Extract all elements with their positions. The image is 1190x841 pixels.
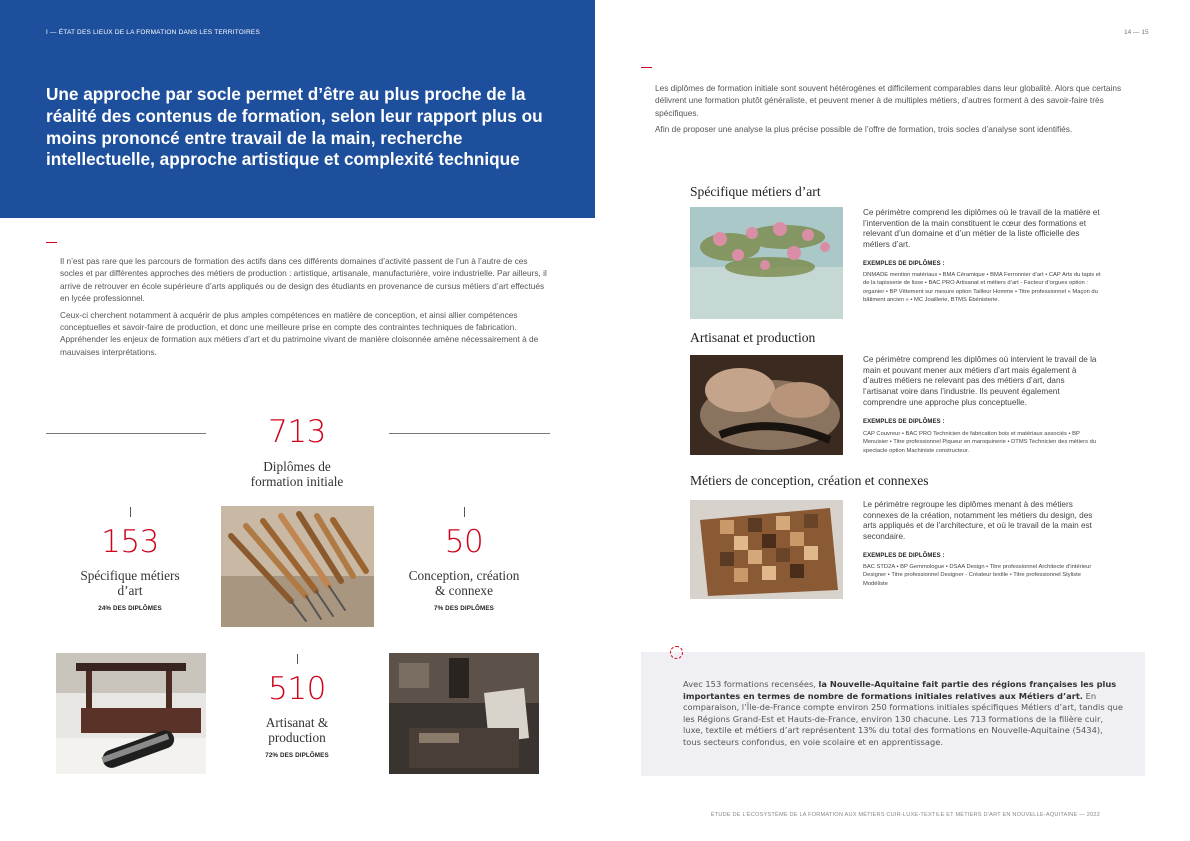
stat-conception-number: 50 (444, 524, 484, 560)
right-paragraph-2: Afin de proposer une analyse la plus précise possible de l’offre de formation, trois socles d’analyse sont identifiés. (655, 124, 1073, 135)
red-dash-divider (641, 67, 652, 68)
stat-tick (130, 507, 131, 517)
marquetry-photo (690, 500, 843, 599)
stat-artisanat-label: Artisanat & production (265, 715, 329, 745)
category-title-specific: Spécifique métiers d’art (690, 184, 821, 199)
stat-conception-pct: 7% DES DIPLÔMES (434, 605, 494, 612)
highlight-text: Avec 153 formations recensées, la Nouvelle-Aquitaine fait partie des régions françaises les plus importantes en termes de nombre de formations initiales relatives aux Métiers d’art. En comparaison, l’Île-de-France compte environ 250 formations initiales spécifiques Métiers d’art, tandis que les Régions Grand-Est et Hauts-de-France, environ 130 chacune. Les 713 formations de la filière cuir, luxe, textile et métiers d’art représentent 13% du total des formations en Nouvelle-Aquitaine (5434), tous secteurs confondus, en voie scolaire et en apprentissage. (683, 679, 1123, 747)
stat-artisanat-pct: 72% DES DIPLÔMES (265, 752, 329, 759)
category-desc-specific: Ce périmètre comprend les diplômes où le travail de la matière et l’intervention de la main constituent le cœur des formations et relevant d’un domaine et d’un métier de la liste officielle des métiers d’art. (863, 208, 1100, 250)
left-intro-text (60, 255, 548, 362)
examples-list-artisanat: CAP Couvreur • BAC PRO Technicien de fabrication bois et matériaux associés • BP Menuisier • Titre professionnel Piqueur en maroquinerie • DTMS Technicien des métiers du spectacle option Machiniste constructeur. (863, 431, 1097, 454)
stat-specific-number: 153 (101, 524, 159, 560)
category-desc-artisanat: Ce périmètre comprend les diplômes où intervient le travail de la main et pouvant mener aux métiers d’art mais également à d’autres métiers ne relevant pas des métiers d’art, dans l’artisanat voire dans l’industrie. Ils peuvent également comprendre une approche plus conceptuelle. (863, 355, 1097, 407)
examples-label: EXEMPLES DE DIPLÔMES : (863, 553, 945, 559)
embroidery-photo (690, 207, 843, 319)
examples-label: EXEMPLES DE DIPLÔMES : (863, 419, 945, 425)
stat-tick (464, 507, 465, 517)
left-paragraph-1: Il n’est pas rare que les parcours de formation des actifs dans ces différents domaines d’activité passent de l’un à l’autre de ces socles et par différentes approches des métiers de production : artistique, artisanale, manufacturière, voire industrielle. Par ailleurs, il arrive de retrouver en école supérieure d’arts appliqués ou de design des étudiants en provenance de cursus métiers d’art effectués en lycée professionnel. (60, 256, 547, 304)
page-headline: Une approche par socle permet d’être au plus proche de la réalité des contenus de formation, selon leur rapport plus ou moins prononcé entre travail de la main, recherche intellectuelle, approche artistique et complexité technique (46, 84, 543, 170)
red-dash-divider (46, 242, 57, 243)
examples-label: EXEMPLES DE DIPLÔMES : (863, 261, 945, 267)
stat-tick (297, 654, 298, 664)
page-footer: ÉTUDE DE L’ÉCOSYSTÈME DE LA FORMATION AUX MÉTIERS CUIR-LUXE-TEXTILE ET MÉTIERS D’ART EN NOUVELLE-AQUITAINE — 2022 (710, 812, 1100, 818)
stat-conception-label: Conception, création & connexe (408, 568, 520, 598)
dashed-circle-icon (670, 646, 683, 659)
press-photo (56, 653, 206, 774)
stat-specific-label: Spécifique métiers d’art (80, 568, 180, 598)
left-paragraph-2: Ceux-ci cherchent notamment à acquérir de plus amples compétences en matière de conception, et ainsi allier compétences conceptuelles et savoir-faire de production, et donc une meilleure prise en compte des contraintes techniques de fabrication. Appréhender les enjeux de formation aux métiers d’art et du patrimoine vivant de manière cloisonnée amène nécessairement à de mauvaises interprétations. (60, 309, 539, 357)
right-paragraph-1: Les diplômes de formation initiale sont souvent hétérogènes et difficilement comparables dans leur globalité. Alors que certains délivrent une formation plutôt généraliste, et peuvent mener à de multiples métiers, d’autres forment à des savoir-faire très spécifiques. (655, 83, 1122, 118)
stat-total-label: Diplômes de formation initiale (250, 459, 344, 489)
page-numbers: 14 — 15 (1124, 29, 1149, 36)
category-desc-conception: Le périmètre regroupe les diplômes menant à des métiers connexes de la création, notamment les métiers du design, des arts appliqués et de l’architecture, et où le travail de la main est secondaire. (863, 500, 1093, 542)
category-title-conception: Métiers de conception, création et connexes (690, 473, 929, 488)
stat-total-number: 713 (268, 414, 326, 450)
stat-artisanat-number: 510 (268, 671, 326, 707)
stat-rule-left (46, 433, 206, 434)
highlight-bold: la Nouvelle-Aquitaine fait partie des régions françaises les plus importantes en termes de nombre de formations initiales relatives aux Métiers d’art. (683, 679, 1117, 701)
leather-photo (690, 355, 843, 455)
stat-rule-right (389, 433, 550, 434)
tools-photo (221, 506, 374, 627)
right-intro-text (655, 82, 1147, 140)
stat-specific-pct: 24% DES DIPLÔMES (98, 605, 162, 612)
workshop-photo (389, 653, 539, 774)
section-label: I — ÉTAT DES LIEUX DE LA FORMATION DANS LES TERRITOIRES (46, 29, 260, 36)
category-title-artisanat: Artisanat et production (690, 330, 816, 345)
examples-list-conception: BAC STD2A • BP Gemmologue • DSAA Design • Titre professionnel Architecte d’intérieur Designer • Titre professionnel Designer - Créateur textile • Titre professionnel Styliste Modéliste (863, 564, 1092, 587)
examples-list-specific: DNMADE mention matériaux • BMA Céramique • BMA Ferronnier d’art • CAP Arts du tapis et de la tapisserie de lisse • BAC PRO Artisanat et métiers d’art - Facteur d’orgues option : organier • BP Vêtement sur mesure option Tailleur Homme • Titre professionnel « Maçon du bâtiment ancien » • MC Joaillerie, BTMS Ébénisterie. (863, 272, 1101, 303)
